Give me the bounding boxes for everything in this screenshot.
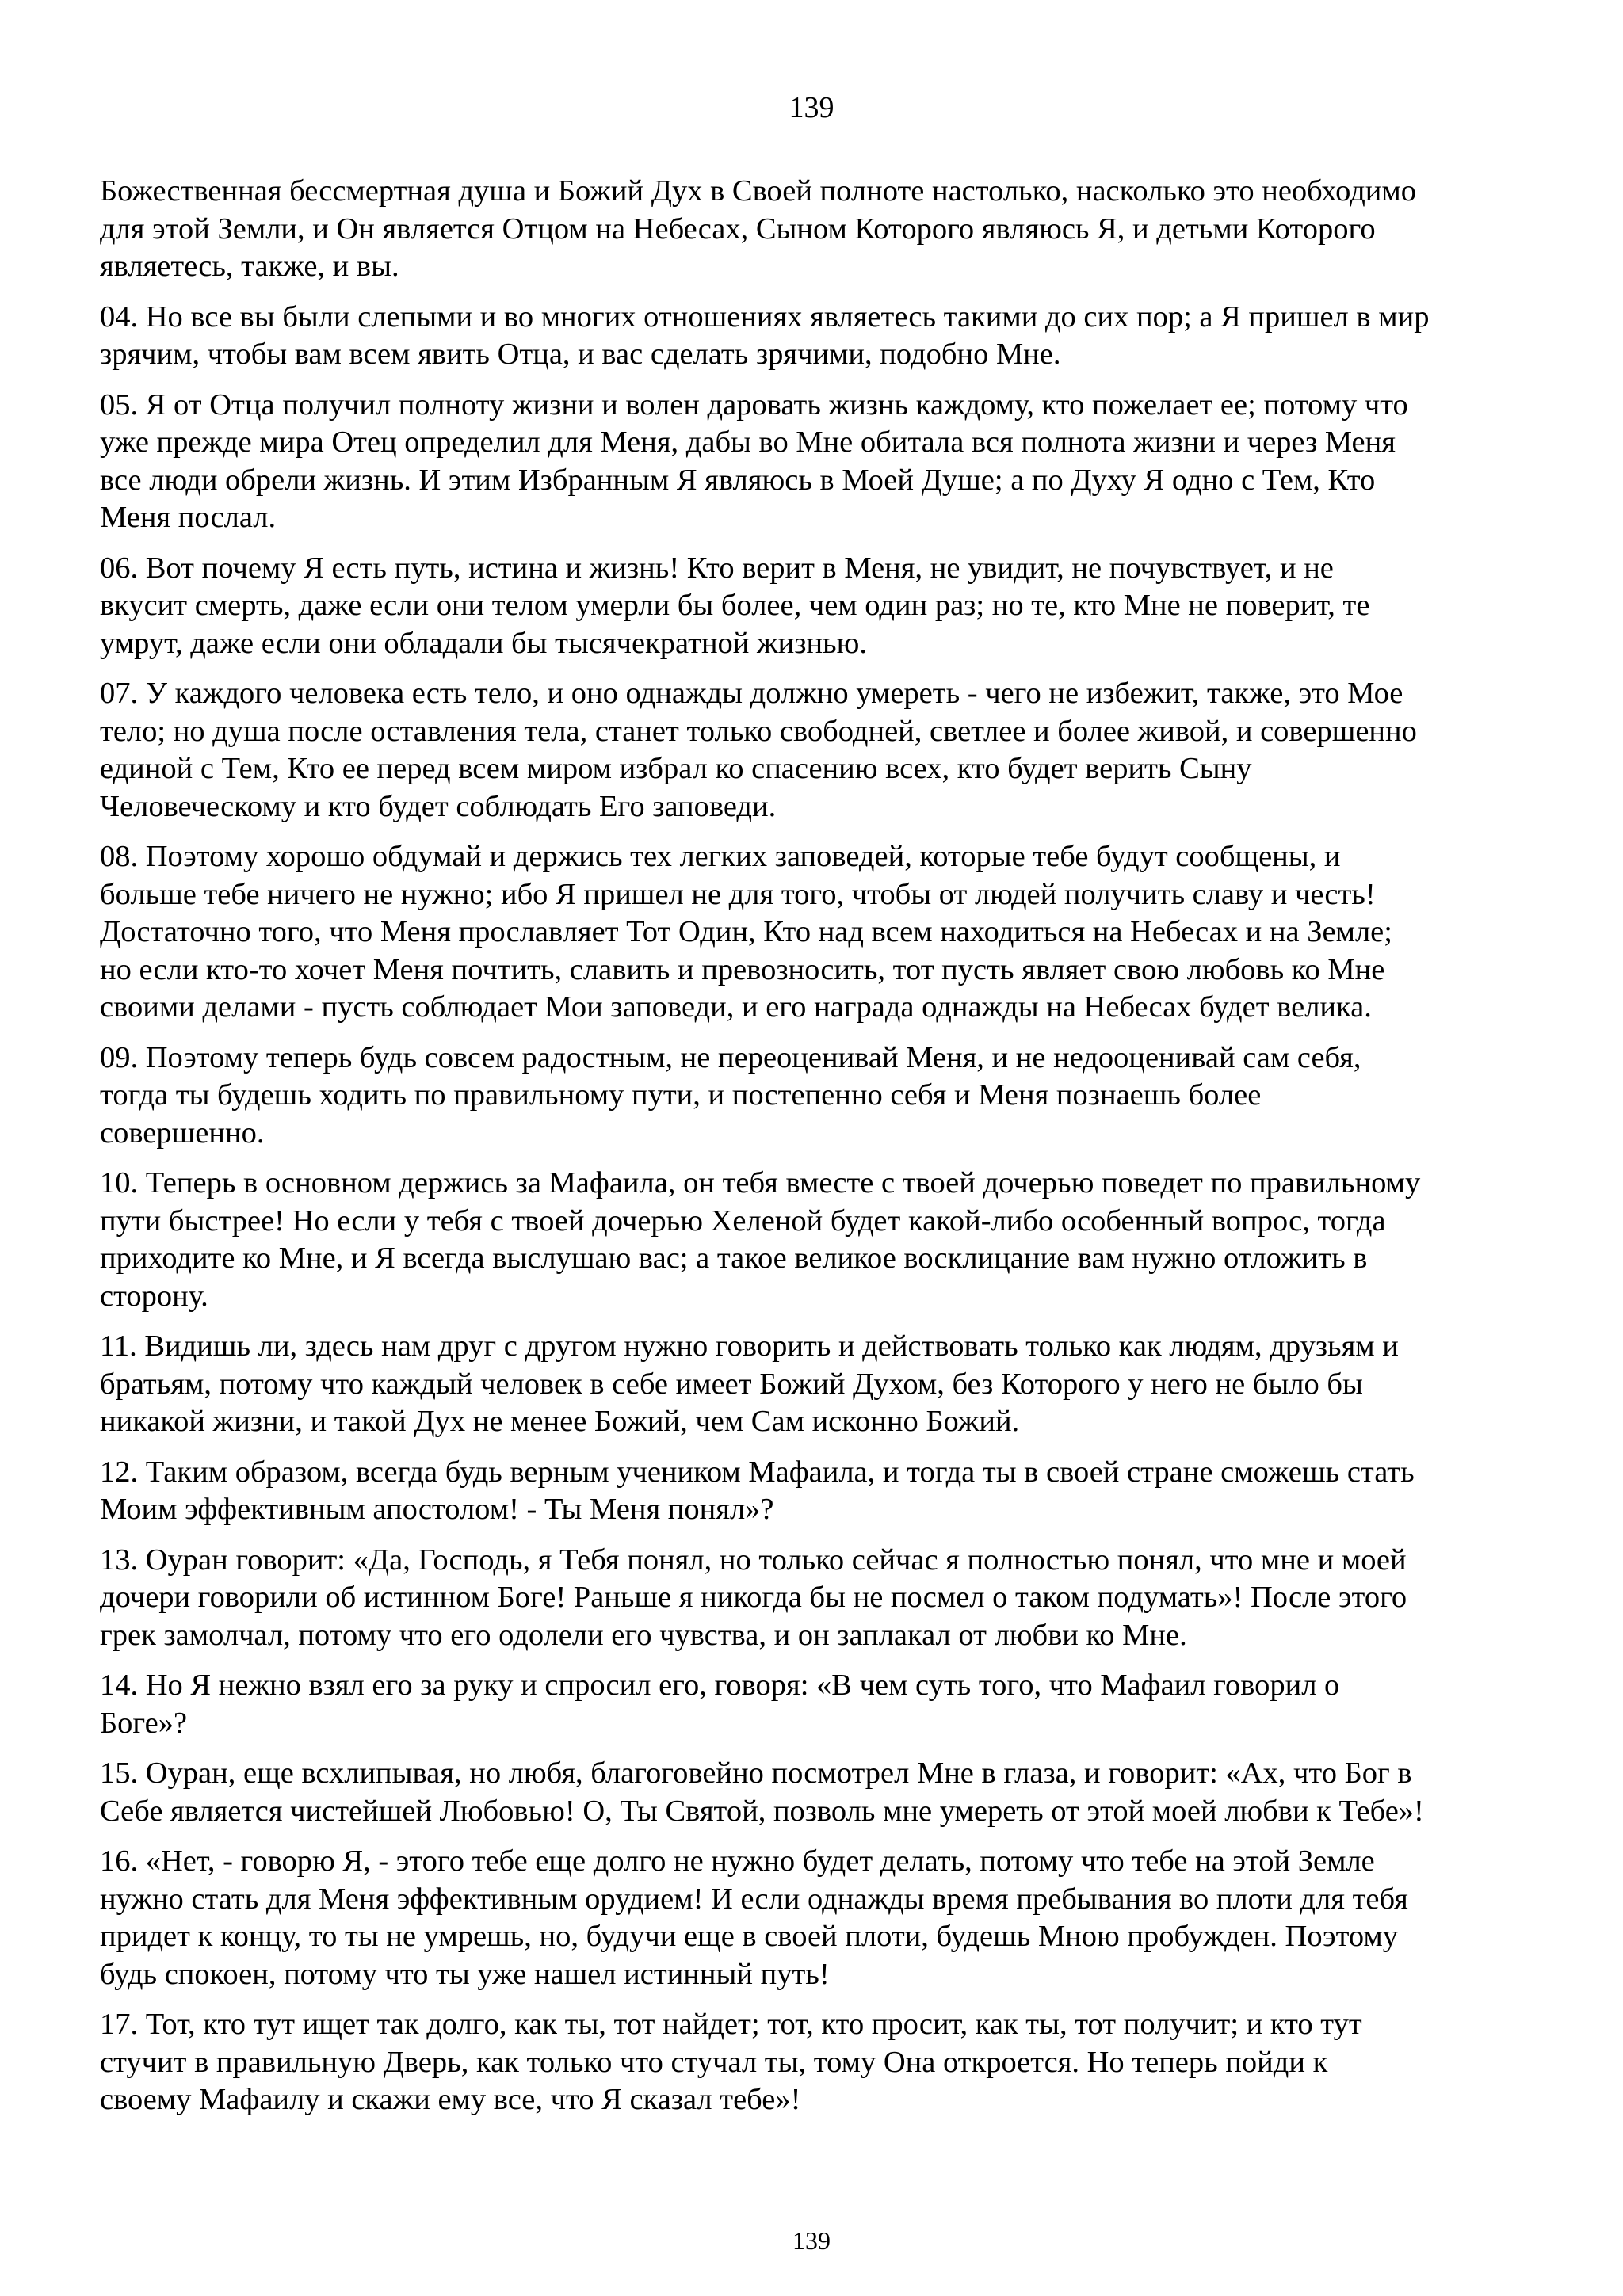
paragraph-16 xyxy=(100,1843,1526,1993)
text-line: 10. Теперь в основном держись за Мафаила, он тебя вместе с твоей дочерью поведет по правильному xyxy=(100,1166,1421,1199)
text-line: 07. У каждого человека есть тело, и оно однажды должно умереть - чего не избежит, также, это Мое xyxy=(100,677,1403,710)
text-line: являетесь, также, и вы. xyxy=(100,250,399,283)
text-line: 05. Я от Отца получил полноту жизни и волен даровать жизнь каждому, кто пожелает ее; потому что xyxy=(100,387,1408,421)
text-line: 12. Таким образом, всегда будь верным учеником Мафаила, и тогда ты в своей стране сможешь стать xyxy=(100,1455,1415,1489)
paragraph-04 xyxy=(100,299,1526,374)
text-line: 08. Поэтому хорошо обдумай и держись тех легких заповедей, которые тебе будут сообщены, и xyxy=(100,840,1341,873)
text-line: придет к концу, то ты не умрешь, но, будучи еще в своей плоти, будешь Мною пробужден. Поэтому xyxy=(100,1920,1399,1953)
text-line: Боге»? xyxy=(100,1706,188,1740)
text-line: тогда ты будешь ходить по правильному пути, и постепенно себя и Меня познаешь более xyxy=(100,1078,1262,1112)
text-line: умрут, даже если они обладали бы тысячекратной жизнью. xyxy=(100,626,867,660)
text-line: своему Мафаилу и скажи ему все, что Я сказал тебе»! xyxy=(100,2083,801,2116)
text-line: Меня послал. xyxy=(100,501,277,534)
text-line: Моим эффективным апостолом! - Ты Меня понял»? xyxy=(100,1493,774,1526)
text-line: 15. Оуран, еще всхлипывая, но любя, благоговейно посмотрел Мне в глаза, и говорит: «Ах, что Бог в xyxy=(100,1756,1412,1790)
text-line: братьям, потому что каждый человек в себе имеет Божий Духом, без Которого у него не было бы xyxy=(100,1367,1363,1401)
paragraph-11 xyxy=(100,1328,1526,1441)
document-body xyxy=(100,173,1526,2132)
text-line: все люди обрели жизнь. И этим Избранным Я являюсь в Моей Душе; а по Духу Я одно с Тем, Кто xyxy=(100,463,1376,497)
paragraph-09 xyxy=(100,1039,1526,1153)
text-line: 13. Оуран говорит: «Да, Господь, я Тебя понял, но только сейчас я полностью понял, что мне и моей xyxy=(100,1543,1407,1577)
text-line: Достаточно того, что Меня прославляет Тот Один, Кто над всем находиться на Небесах и на Земле; xyxy=(100,915,1392,948)
paragraph-12 xyxy=(100,1454,1526,1529)
text-line: 17. Тот, кто тут ищет так долго, как ты, тот найдет; тот, кто просит, как ты, тот получит; и кто тут xyxy=(100,2008,1362,2041)
text-line: будь спокоен, потому что ты уже нашел истинный путь! xyxy=(100,1957,830,1991)
text-line: вкусит смерть, даже если они телом умерли бы более, чем один раз; но те, кто Мне не поверит, те xyxy=(100,589,1370,622)
text-line: приходите ко Мне, и Я всегда выслушаю вас; а такое великое восклицание вам нужно отложить в xyxy=(100,1241,1368,1275)
text-line: совершенно. xyxy=(100,1116,265,1150)
text-line: дочери говорили об истинном Боге! Раньше я никогда бы не посмел о таком подумать»! После этого xyxy=(100,1581,1407,1614)
text-line: Себе является чистейшей Любовью! О, Ты Святой, позволь мне умереть от этой моей любви к Тебе»! xyxy=(100,1794,1424,1828)
text-line: уже прежде мира Отец определил для Меня, дабы во Мне обитала вся полнота жизни и через Меня xyxy=(100,425,1396,459)
paragraph-continuation xyxy=(100,173,1526,286)
paragraph-14 xyxy=(100,1667,1526,1742)
paragraph-10 xyxy=(100,1165,1526,1315)
text-line: сторону. xyxy=(100,1279,208,1313)
text-line: 06. Вот почему Я есть путь, истина и жизнь! Кто верит в Меня, не увидит, не почувствует, и не xyxy=(100,551,1334,585)
paragraph-08 xyxy=(100,838,1526,1027)
paragraph-15 xyxy=(100,1755,1526,1830)
paragraph-07 xyxy=(100,675,1526,826)
text-line: нужно стать для Меня эффективным орудием! И если однажды время пребывания во плоти для тебя xyxy=(100,1882,1408,1916)
text-line: своими делами - пусть соблюдает Мои заповеди, и его награда однажды на Небесах будет велика. xyxy=(100,990,1372,1024)
text-line: 09. Поэтому теперь будь совсем радостным, не переоценивай Меня, и не недооценивай сам себя, xyxy=(100,1040,1361,1074)
text-line: стучит в правильную Дверь, как только что стучал ты, тому Она откроется. Но теперь пойди к xyxy=(100,2045,1328,2079)
paragraph-17 xyxy=(100,2006,1526,2119)
paragraph-05 xyxy=(100,387,1526,537)
text-line: 16. «Нет, - говорю Я, - этого тебе еще долго не нужно будет делать, потому что тебе на этой Земле xyxy=(100,1844,1375,1878)
text-line: для этой Земли, и Он является Отцом на Небесах, Сыном Которого являюсь Я, и детьми Которого xyxy=(100,212,1376,246)
text-line: единой с Тем, Кто ее перед всем миром избрал ко спасению всех, кто будет верить Сыну xyxy=(100,752,1252,785)
paragraph-06 xyxy=(100,550,1526,663)
page-number-top: 139 xyxy=(789,91,834,124)
text-line: 11. Видишь ли, здесь нам друг с другом нужно говорить и действовать только как людям, друзьям и xyxy=(100,1329,1399,1363)
text-line: больше тебе ничего не нужно; ибо Я пришел не для того, чтобы от людей получить славу и честь! xyxy=(100,877,1376,911)
text-line: тело; но душа после оставления тела, станет только свободней, светлее и более живой, и совершенно xyxy=(100,714,1417,748)
text-line: пути быстрее! Но если у тебя с твоей дочерью Хеленой будет какой-либо особенный вопрос, тогда xyxy=(100,1203,1386,1238)
text-line: никакой жизни, и такой Дух не менее Божий, чем Сам исконно Божий. xyxy=(100,1405,1020,1438)
page-number-bottom: 139 xyxy=(792,2226,831,2255)
text-line: 14. Но Я нежно взял его за руку и спросил его, говоря: «В чем суть того, что Мафаил говорил о xyxy=(100,1669,1340,1702)
paragraph-13 xyxy=(100,1542,1526,1655)
text-line: но если кто-то хочет Меня почтить, славить и превозносить, тот пусть являет свою любовь ко Мне xyxy=(100,952,1385,986)
text-line: Божественная бессмертная душа и Божий Дух в Своей полноте настолько, насколько это необходимо xyxy=(100,174,1417,208)
text-line: зрячим, чтобы вам всем явить Отца, и вас сделать зрячими, подобно Мне. xyxy=(100,338,1061,371)
text-line: Человеческому и кто будет соблюдать Его заповеди. xyxy=(100,789,777,823)
text-line: 04. Но все вы были слепыми и во многих отношениях являетесь такими до сих пор; а Я пришел в мир xyxy=(100,299,1430,334)
text-line: грек замолчал, потому что его одолели его чувства, и он заплакал от любви ко Мне. xyxy=(100,1618,1187,1652)
